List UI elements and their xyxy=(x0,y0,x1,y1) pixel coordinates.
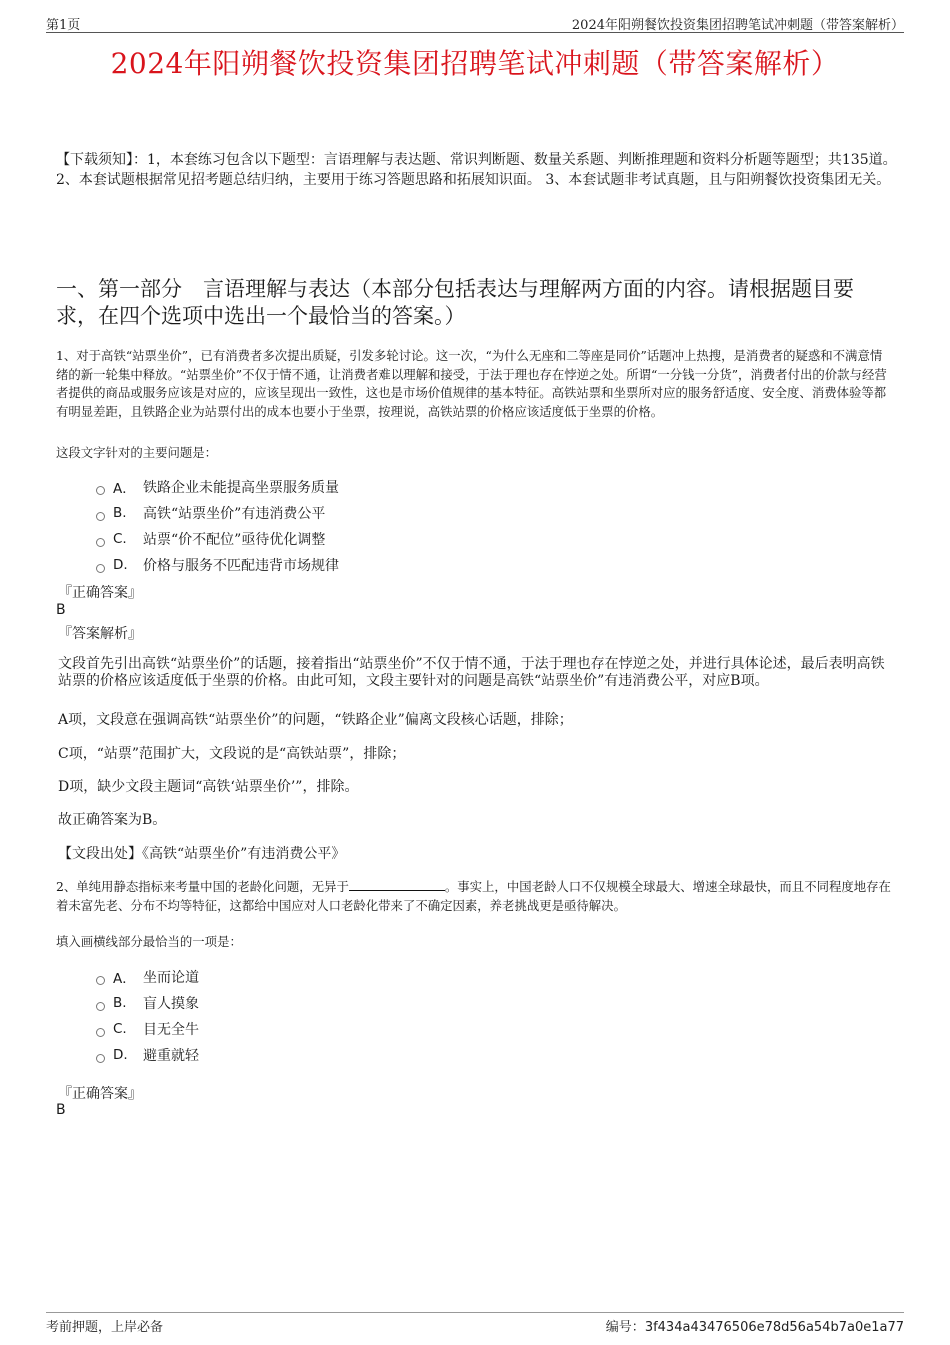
footer-divider xyxy=(46,1312,904,1313)
option-text: 价格与服务不匹配违背市场规律 xyxy=(143,558,339,574)
code-value: 3f434a43476506e78d56a54b7a0e1a77 xyxy=(644,1320,904,1335)
running-header-title: 2024年阳朔餐饮投资集团招聘笔试冲刺题（带答案解析） xyxy=(571,18,904,33)
footer-code xyxy=(606,1316,904,1335)
code-label: 编号： xyxy=(605,1320,645,1335)
radio-icon[interactable] xyxy=(96,564,105,573)
question-2-answer-label: 『正确答案』 xyxy=(58,1086,142,1102)
download-notice: 【下载须知】：1，本套练习包含以下题型：言语理解与表达题、常识判断题、数量关系题、判断推理题和资料分析题等题型；共135道。 2、本套试题根据常见招考题总结归纳，主要用于练习答题思路和拓展知识面。 3、本套试题非考试真题，且与阳朔餐饮投资集团无关。 xyxy=(56,152,897,188)
option-text: 盲人摸象 xyxy=(143,996,199,1012)
question-1-conclusion: 故正确答案为B。 xyxy=(58,812,167,828)
question-1-source: 【文段出处】《高铁“站票坐价”有违消费公平》 xyxy=(58,846,346,862)
page-number: 第1页 xyxy=(46,18,81,33)
option-text: 站票“价不配位”亟待优化调整 xyxy=(143,532,326,548)
option-text: 高铁“站票坐价”有违消费公平 xyxy=(143,506,326,522)
header-divider xyxy=(46,32,904,33)
section-heading: 一、第一部分 言语理解与表达（本部分包括表达与理解两方面的内容。请根据题目要求，在四个选项中选出一个最恰当的答案。） xyxy=(56,277,854,328)
question-1-option-c[interactable] xyxy=(96,529,325,549)
option-letter: B. xyxy=(113,505,127,521)
option-letter: D. xyxy=(113,557,128,573)
question-2-option-b[interactable] xyxy=(96,993,199,1013)
radio-icon[interactable] xyxy=(96,976,105,985)
question-1-option-b[interactable] xyxy=(96,503,325,523)
document-title: 2024年阳朔餐饮投资集团招聘笔试冲刺题（带答案解析） xyxy=(110,47,840,80)
radio-icon[interactable] xyxy=(96,1028,105,1037)
option-letter: A． xyxy=(113,481,136,497)
question-2-option-d[interactable] xyxy=(96,1045,199,1065)
option-letter: B. xyxy=(113,995,127,1011)
question-1-analysis-c: C项，“站票”范围扩大，文段说的是“高铁站票”，排除； xyxy=(58,746,406,762)
option-letter: C. xyxy=(113,1021,127,1037)
question-1-prompt: 这段文字针对的主要问题是： xyxy=(56,445,218,460)
fill-in-blank xyxy=(349,878,445,891)
question-2-option-a[interactable] xyxy=(96,967,199,987)
question-1-option-d[interactable] xyxy=(96,555,339,575)
radio-icon[interactable] xyxy=(96,538,105,547)
option-letter: A． xyxy=(113,971,136,987)
radio-icon[interactable] xyxy=(96,1054,105,1063)
question-1-analysis-a: A项，文段意在强调高铁“站票坐价”的问题，“铁路企业”偏离文段核心话题，排除； xyxy=(58,712,573,728)
question-2-answer: B xyxy=(56,1102,66,1118)
option-text: 坐而论道 xyxy=(143,970,199,986)
radio-icon[interactable] xyxy=(96,1002,105,1011)
question-1-analysis-label: 『答案解析』 xyxy=(58,626,142,642)
footer-slogan: 考前押题，上岸必备 xyxy=(46,1320,164,1335)
radio-icon[interactable] xyxy=(96,486,105,495)
option-text: 目无全牛 xyxy=(143,1022,199,1038)
question-1-analysis-d: D项，缺少文段主题词“高铁‘站票坐价’”，排除。 xyxy=(58,779,359,795)
radio-icon[interactable] xyxy=(96,512,105,521)
option-letter: D. xyxy=(113,1047,128,1063)
option-text: 铁路企业未能提高坐票服务质量 xyxy=(143,480,339,496)
question-2-stem xyxy=(56,878,894,915)
question-2-stem-after: 。事实上，中国老龄人口不仅规模全球最大、增速全球最快，而且不同程度地存在着未富先老、分布不均等特征，这都给中国应对人口老龄化带来了不确定因素，养老挑战更是亟待解决。 xyxy=(56,879,891,913)
question-1-analysis: 文段首先引出高铁“站票坐价”的话题，接着指出“站票坐价”不仅于情不通，于法于理也存在悖逆之处，并进行具体论述，最后表明高铁站票的价格应该适度低于坐票的价格。由此可知，文段主要针对的问题是高铁“站票坐价”有违消费公平，对应B项。 xyxy=(58,656,885,689)
question-2-option-c[interactable] xyxy=(96,1019,199,1039)
option-text: 避重就轻 xyxy=(143,1048,199,1064)
question-1-option-a[interactable] xyxy=(96,477,339,497)
question-1-answer: B xyxy=(56,602,66,618)
question-1-answer-label: 『正确答案』 xyxy=(58,585,142,601)
question-2-stem-before: 2、单纯用静态指标来考量中国的老龄化问题，无异于 xyxy=(56,879,349,894)
option-letter: C. xyxy=(113,531,127,547)
question-2-prompt: 填入画横线部分最恰当的一项是： xyxy=(56,934,242,949)
question-1-stem: 1、对于高铁“站票坐价”，已有消费者多次提出质疑，引发多轮讨论。这一次，“为什么无座和二等座是同价”话题冲上热搜，是消费者的疑惑和不满意情绪的新一轮集中释放。“站票坐价”不仅于情不通，让消费者难以理解和接受，于法于理也存在悖逆之处。所谓“一分钱一分货”，消费者付出的价款与经营者提供的商品或服务应该是对应的，应该呈现出一致性，这也是市场价值规律的基本特征。高铁站票和坐票所对应的服务舒适度、安全度、消费体验等都有明显差距，且铁路企业为站票付出的成本也要小于坐票，按理说，高铁站票的价格应该适度低于坐票的价格。 xyxy=(56,348,887,419)
